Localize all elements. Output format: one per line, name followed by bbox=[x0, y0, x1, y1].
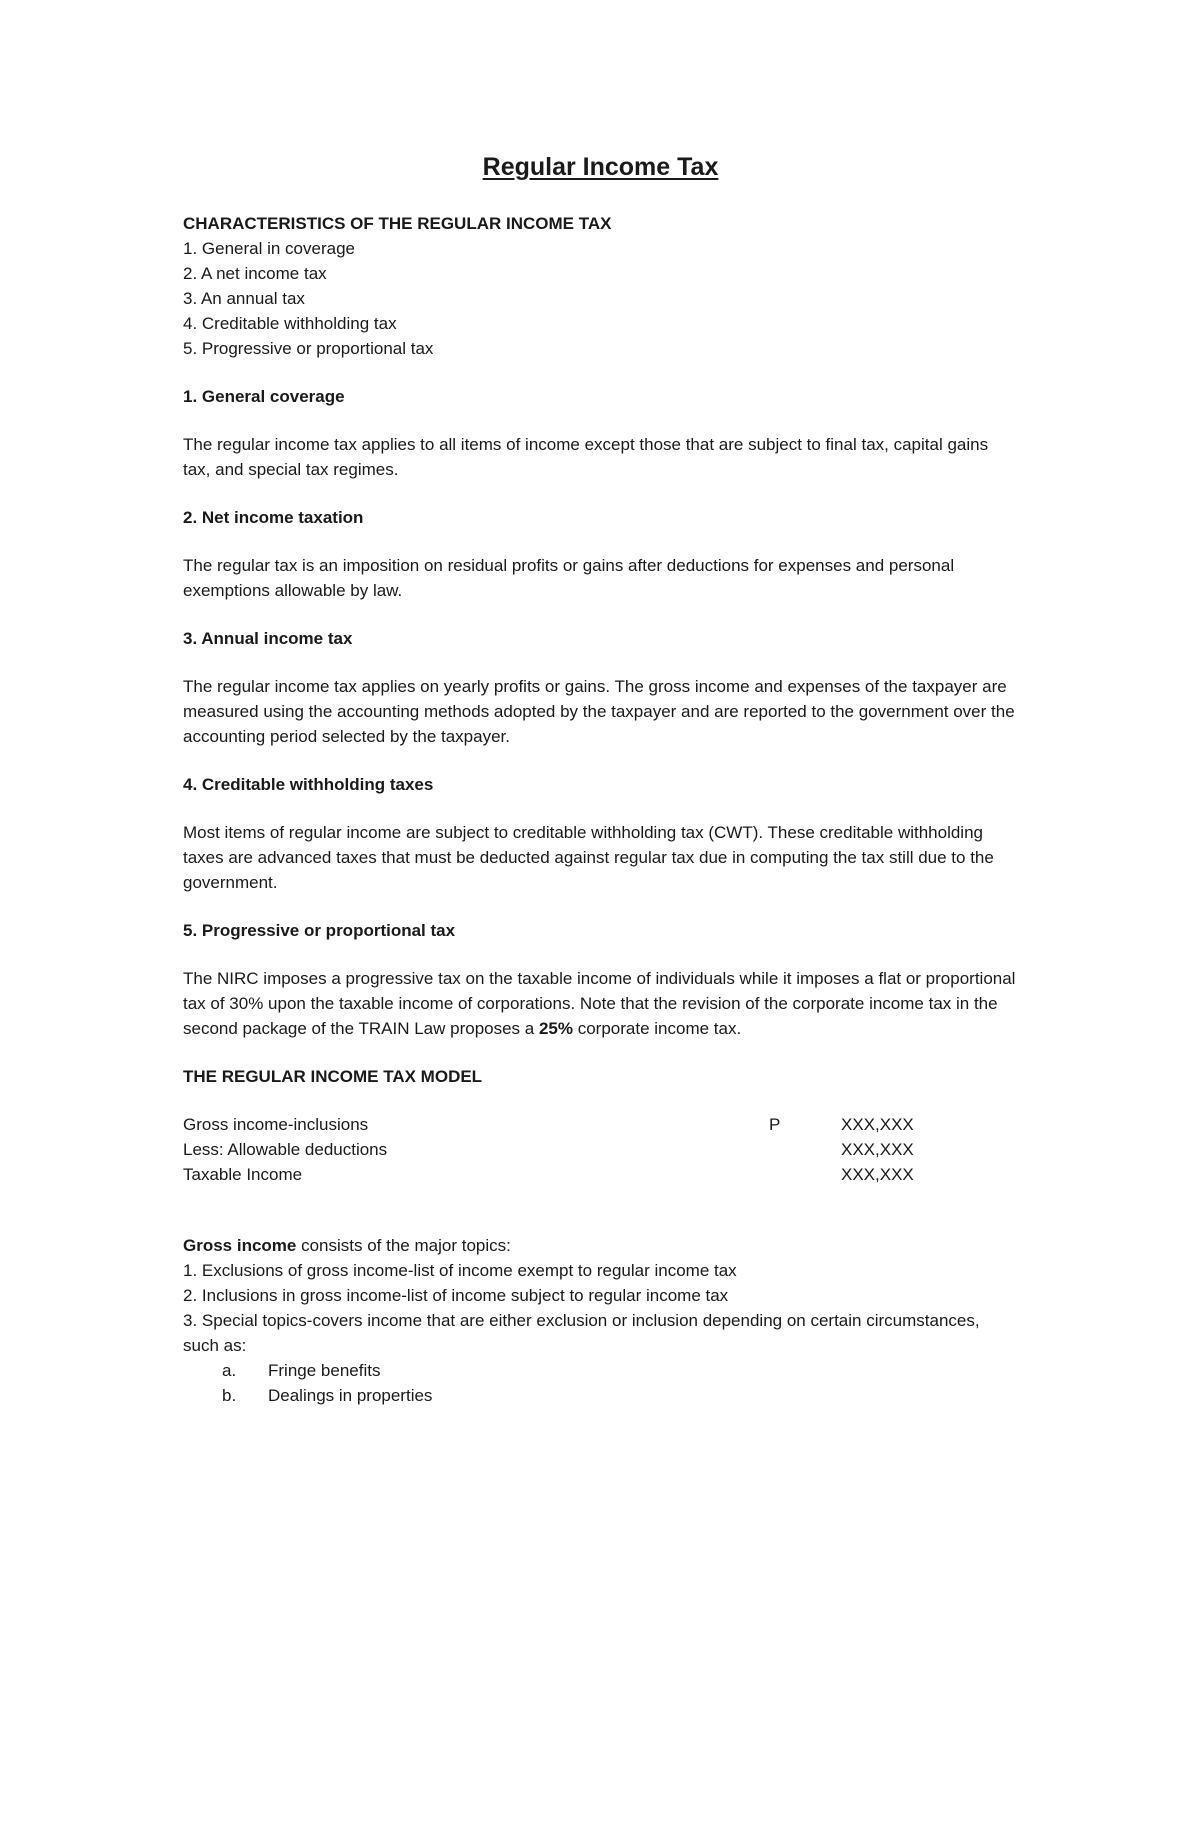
section-heading-net-income: 2. Net income taxation bbox=[183, 508, 364, 527]
document-page bbox=[0, 150, 1200, 1846]
list-item: 2. A net income tax bbox=[183, 264, 327, 283]
list-item: 1. General in coverage bbox=[183, 239, 355, 258]
gross-income-list bbox=[183, 1258, 1018, 1358]
list-item bbox=[222, 1383, 1018, 1408]
list-marker: a. bbox=[222, 1361, 237, 1380]
row-label: Gross income-inclusions bbox=[183, 1115, 369, 1134]
section-body-annual-income: The regular income tax applies on yearly profits or gains. The gross income and expenses of the taxpayer are measured using the accounting methods adopted by the taxpayer and are reported to the government over the accounting period selected by the taxpayer. bbox=[183, 677, 1015, 746]
section-body-progressive-tax bbox=[183, 966, 1018, 1041]
list-item: 2. Inclusions in gross income-list of income subject to regular income tax bbox=[183, 1286, 729, 1305]
row-currency bbox=[769, 1162, 841, 1187]
section-heading-creditable-withholding: 4. Creditable withholding taxes bbox=[183, 775, 434, 794]
table-row bbox=[183, 1162, 1018, 1187]
section-body-creditable-withholding: Most items of regular income are subject to creditable withholding tax (CWT). These creditable withholding taxes are advanced taxes that must be deducted against regular tax due in computing the tax still due to the government. bbox=[183, 823, 994, 892]
list-item: 3. Special topics-covers income that are either exclusion or inclusion depending on certain circumstances, such as: bbox=[183, 1311, 980, 1355]
list-marker: b. bbox=[222, 1386, 237, 1405]
body-text: consists of the major topics: bbox=[296, 1236, 511, 1255]
row-amount: XXX,XXX bbox=[841, 1140, 914, 1159]
list-item bbox=[222, 1358, 1018, 1383]
rate-emphasis: 25% bbox=[538, 1019, 573, 1038]
section-heading-annual-income: 3. Annual income tax bbox=[183, 629, 353, 648]
row-amount: XXX,XXX bbox=[841, 1165, 914, 1184]
row-currency: P bbox=[769, 1115, 781, 1134]
row-label: Taxable Income bbox=[183, 1165, 303, 1184]
row-currency bbox=[769, 1137, 841, 1162]
characteristics-list bbox=[183, 236, 1018, 361]
row-label: Less: Allowable deductions bbox=[183, 1140, 388, 1159]
special-topics-list bbox=[183, 1358, 1018, 1408]
row-amount: XXX,XXX bbox=[841, 1115, 914, 1134]
list-item: 5. Progressive or proportional tax bbox=[183, 339, 434, 358]
model-heading: THE REGULAR INCOME TAX MODEL bbox=[183, 1067, 483, 1086]
section-heading-progressive-tax: 5. Progressive or proportional tax bbox=[183, 921, 456, 940]
gross-income-term: Gross income bbox=[183, 1236, 297, 1255]
list-item: 1. Exclusions of gross income-list of income exempt to regular income tax bbox=[183, 1261, 737, 1280]
list-item-text: Dealings in properties bbox=[268, 1386, 433, 1405]
tax-model-table bbox=[183, 1112, 1018, 1187]
table-row bbox=[183, 1137, 1018, 1162]
characteristics-heading: CHARACTERISTICS OF THE REGULAR INCOME TAX bbox=[183, 214, 612, 233]
section-body-net-income: The regular tax is an imposition on residual profits or gains after deductions for expenses and personal exemptions allowable by law. bbox=[183, 556, 955, 600]
page-title: Regular Income Tax bbox=[482, 153, 719, 181]
section-heading-general-coverage: 1. General coverage bbox=[183, 387, 345, 406]
table-row bbox=[183, 1112, 1018, 1137]
list-item: 4. Creditable withholding tax bbox=[183, 314, 397, 333]
list-item-text: Fringe benefits bbox=[268, 1361, 381, 1380]
gross-income-intro bbox=[183, 1233, 1018, 1258]
list-item: 3. An annual tax bbox=[183, 289, 305, 308]
body-text: corporate income tax. bbox=[573, 1019, 742, 1038]
section-body-general-coverage: The regular income tax applies to all items of income except those that are subject to final tax, capital gains tax, and special tax regimes. bbox=[183, 435, 989, 479]
body-text: The NIRC imposes a progressive tax on the taxable income of individuals while it imposes a flat or proportional tax of 30% upon the taxable income of corporations. Note that the revision of the corporate income tax in the second package of the TRAIN Law proposes a bbox=[183, 969, 1016, 1038]
